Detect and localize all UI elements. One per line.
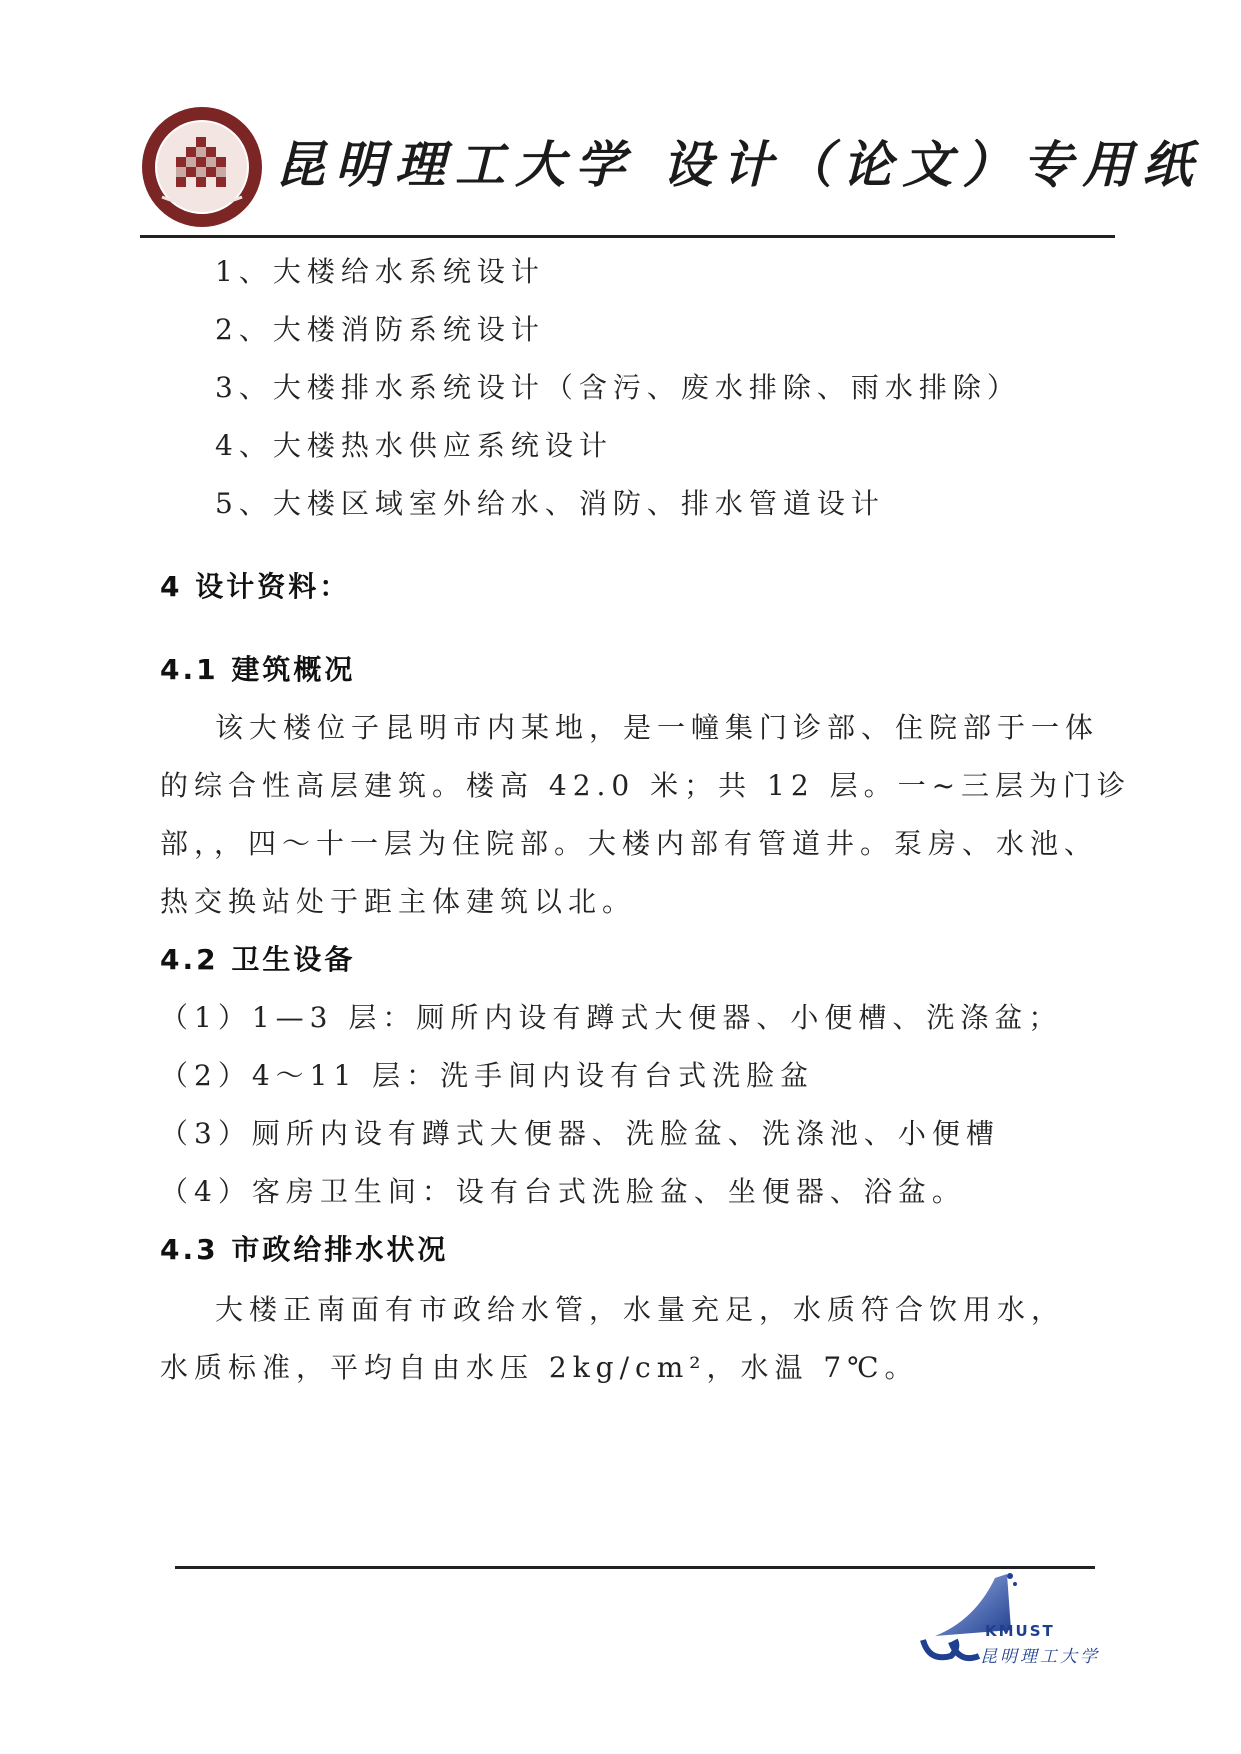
section-heading-4: 4 设计资料： xyxy=(160,570,351,603)
paragraph-line: 的综合性高层建筑。楼高 42.0 米；共 12 层。一~三层为门诊 xyxy=(160,769,1132,802)
paragraph-line: 部，，四～十一层为住院部。大楼内部有管道井。泵房、水池、 xyxy=(160,827,1099,860)
section-heading-4-3: 4.3 市政给排水状况 xyxy=(160,1233,449,1266)
list-item: 4、大楼热水供应系统设计 xyxy=(215,429,613,462)
page-header xyxy=(140,95,1203,235)
footer-logo-text-cn: 昆明理工大学 xyxy=(980,1647,1100,1667)
list-item: 1、大楼给水系统设计 xyxy=(215,255,545,288)
equipment-line: （3）厕所内设有蹲式大便器、洗脸盆、洗涤池、小便槽 xyxy=(160,1117,1000,1150)
header-divider xyxy=(140,235,1115,238)
equipment-line: （1）1—3 层：厕所内设有蹲式大便器、小便槽、洗涤盆； xyxy=(160,1001,1063,1034)
footer-logo-text-en: KMUST xyxy=(985,1622,1055,1640)
equipment-line: （2）4～11 层：洗手间内设有台式洗脸盆 xyxy=(160,1059,815,1092)
paragraph-line: 该大楼位子昆明市内某地，是一幢集门诊部、住院部于一体 xyxy=(215,711,1100,744)
section-heading-4-1: 4.1 建筑概况 xyxy=(160,653,356,686)
paragraph-line: 大楼正南面有市政给水管，水量充足，水质符合饮用水， xyxy=(215,1293,1066,1326)
paragraph-line: 热交换站处于距主体建筑以北。 xyxy=(160,885,637,918)
list-item: 3、大楼排水系统设计（含污、废水排除、雨水排除） xyxy=(215,371,1021,404)
paragraph-line: 水质标准，平均自由水压 2kg/cm²，水温 7℃。 xyxy=(160,1351,919,1384)
header-title: 昆明理工大学 设计（论文）专用纸 xyxy=(275,135,1203,194)
list-item: 2、大楼消防系统设计 xyxy=(215,313,545,346)
equipment-line: （4）客房卫生间：设有台式洗脸盆、坐便器、浴盆。 xyxy=(160,1175,966,1208)
list-item: 5、大楼区域室外给水、消防、排水管道设计 xyxy=(215,487,885,520)
section-heading-4-2: 4.2 卫生设备 xyxy=(160,943,356,976)
footer-divider xyxy=(175,1566,1095,1569)
university-seal-icon xyxy=(140,105,264,229)
